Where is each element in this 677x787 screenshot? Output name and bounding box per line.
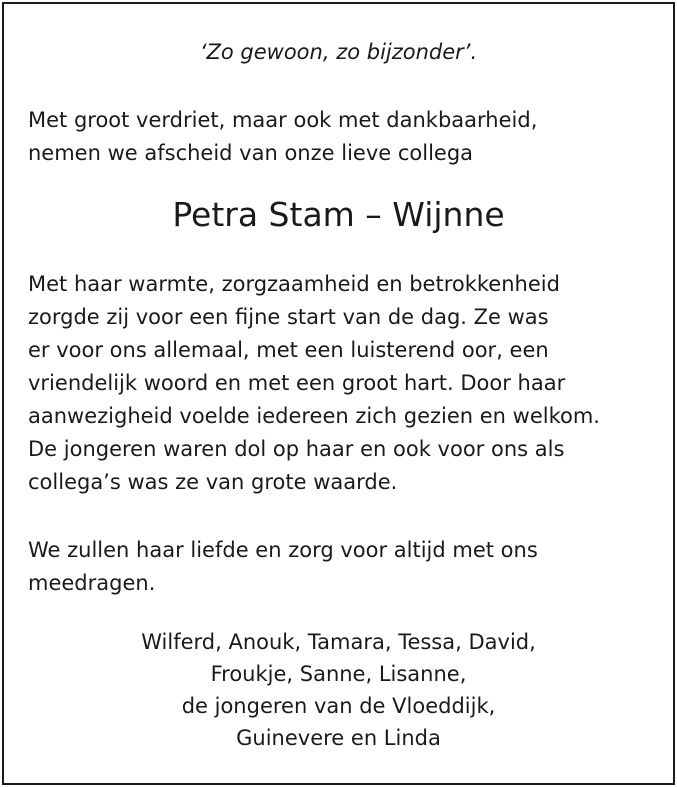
tribute-line: zorgde zij voor een fijne start van de dag. Ze was [28, 305, 549, 329]
signer-line: de jongeren van de Vloeddijk, [181, 694, 496, 718]
closing-paragraph [28, 534, 653, 600]
signer-line: Froukje, Sanne, Lisanne, [210, 662, 467, 686]
signer-line: Guinevere en Linda [236, 726, 441, 750]
tribute-paragraph [28, 268, 653, 499]
motto-quote: ‘Zo gewoon, zo bijzonder’. [199, 40, 478, 64]
tribute-line: Met haar warmte, zorgzaamheid en betrokkenheid [28, 272, 560, 296]
signers-block [4, 626, 673, 754]
tribute-line: De jongeren waren dol op haar en ook voor ons als [28, 437, 565, 461]
signer-line: Wilferd, Anouk, Tamara, Tessa, David, [141, 630, 536, 654]
closing-line: We zullen haar liefde en zorg voor altijd met ons [28, 538, 538, 562]
tribute-line: collega’s was ze van grote waarde. [28, 470, 398, 494]
intro-paragraph [28, 104, 653, 170]
intro-line: nemen we afscheid van onze lieve collega [28, 141, 474, 165]
closing-line: meedragen. [28, 571, 156, 595]
tribute-line: vriendelijk woord en met een groot hart. Door haar [28, 371, 566, 395]
tribute-line: er voor ons allemaal, met een luisterend oor, een [28, 338, 549, 362]
obituary-card [2, 2, 675, 785]
intro-line: Met groot verdriet, maar ook met dankbaarheid, [28, 108, 538, 132]
tribute-line: aanwezigheid voelde iedereen zich gezien en welkom. [28, 404, 600, 428]
deceased-name: Petra Stam – Wijnne [172, 195, 505, 234]
